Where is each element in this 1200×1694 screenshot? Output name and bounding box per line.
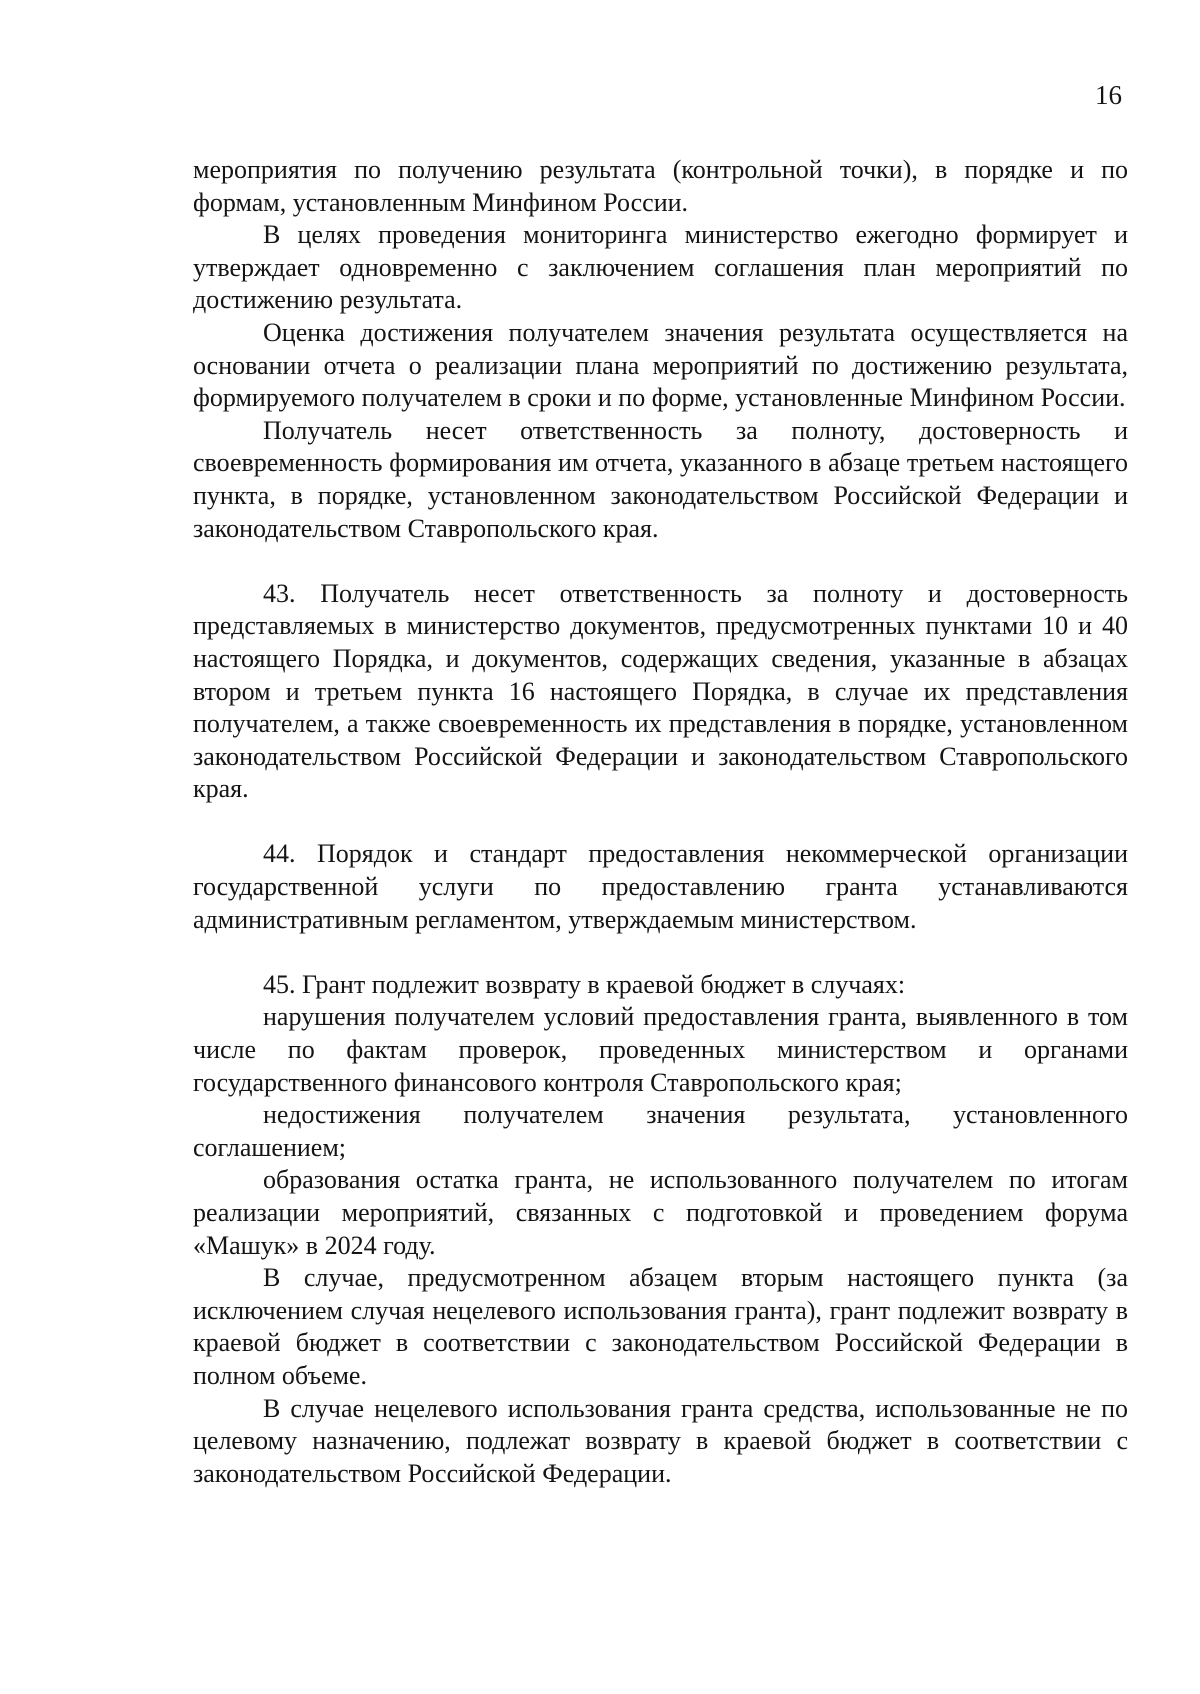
paragraph-item-45: 45. Грант подлежит возврату в краевой бюджет в случаях: [263, 969, 906, 999]
paragraph-result-assessment: Оценка достижения получателем значения результата осуществляется на основании отчета о реализации плана мероприятий по достижению результата, формируемого получателем в сроки и по форме, установленные Минфином России. [193, 317, 1128, 413]
paragraph-item-45-case-violation: нарушения получателем условий предоставления гранта, выявленного в том числе по фактам проверок, проведенных министерством и органами государственного финансового контроля Ставропольского края; [193, 1002, 1128, 1097]
paragraph-report-responsibility: Получатель несет ответственность за полноту, достоверность и своевременность формирования им отчета, указанного в абзаце третьем настоящего пункта, в порядке, установленном законодательством Российской Федерации и законодательством Ставропольского края. [193, 415, 1128, 543]
paragraph-item-45-case-not-achieved: недостижения получателем значения результата, установленного соглашением; [193, 1100, 1128, 1162]
paragraph-gap [193, 545, 1128, 578]
paragraph-item-43: 43. Получатель несет ответственность за полноту и достоверность представляемых в министерство документов, предусмотренных пунктами 10 и 40 настоящего Порядка, и документов, содержащих сведения, указанные в абзацах втором и третьем пункта 16 настоящего Порядка, в случае их представления получателем, а также своевременность их представления в порядке, установленном законодательством Российской Федерации и законодательством Ставропольского края. [193, 578, 1128, 804]
paragraph-item-45-full-refund: В случае, предусмотренном абзацем вторым настоящего пункта (за исключением случая нецелевого использования гранта), грант подлежит возврату в краевой бюджет в соответствии с законодательством Российской Федерации в полном объеме. [193, 1263, 1128, 1390]
paragraph-gap [193, 936, 1128, 969]
paragraph-monitoring-plan: В целях проведения мониторинга министерство ежегодно формирует и утверждает одновременно с заключением соглашения план мероприятий по достижению результата. [193, 220, 1128, 315]
paragraph-item-45-misuse-refund: В случае нецелевого использования гранта средства, использованные не по целевому назначению, подлежат возврату в краевой бюджет в соответствии с законодательством Российской Федерации. [193, 1393, 1128, 1488]
paragraph-gap [193, 806, 1128, 839]
page-number: 16 [1095, 80, 1122, 110]
paragraph-results-monitoring-forms: мероприятия по получению результата (контрольной точки), в порядке и по формам, установленным Минфином России. [193, 155, 1128, 217]
paragraph-item-45-case-remainder: образования остатка гранта, не использованного получателем по итогам реализации мероприятий, связанных с подготовкой и проведением форума «Машук» в 2024 году. [193, 1165, 1128, 1260]
document-body [193, 154, 1128, 1490]
paragraph-item-44: 44. Порядок и стандарт предоставления некоммерческой организации государственной услуги по предоставлению гранта устанавливаются административным регламентом, утверждаемым министерством. [193, 839, 1128, 934]
